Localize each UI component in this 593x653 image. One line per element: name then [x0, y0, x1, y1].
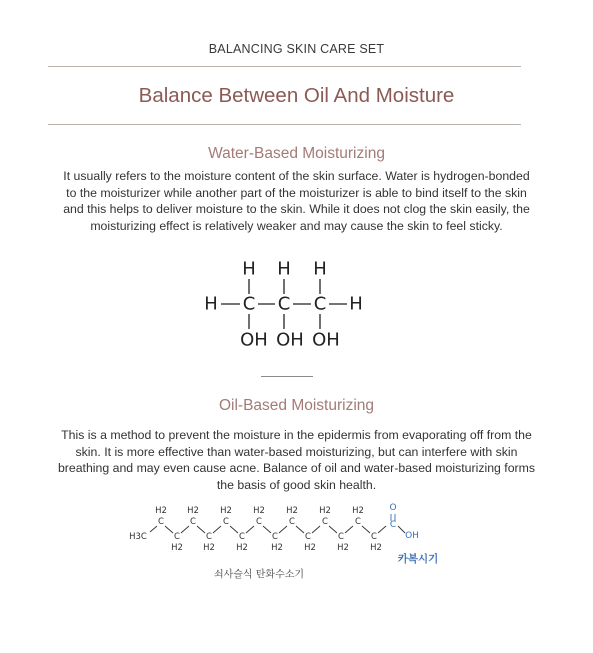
fatty-acid-carbon-lower-5: C [305, 532, 311, 542]
carboxyl-group [389, 503, 438, 565]
fatty-acid-carbon-lower-3: C [239, 532, 245, 542]
fatty-acid-upper-h2-5: H2 [286, 506, 298, 516]
glycerol-right-h: H [349, 293, 363, 315]
water-based-heading: Water-Based Moisturizing [208, 145, 385, 162]
fatty-acid-lower-h2-3: H2 [236, 543, 248, 553]
glycerol-left-h: H [204, 293, 218, 315]
fatty-acid-carbonyl-oxygen: O [389, 503, 397, 513]
oil-based-description: This is a method to prevent the moisture in the epidermis from evaporating off from the skin. It is more effective than water-based moisturizing, but can interfere with skin breathing and may even cause acne. Balance of oil and water-based moisturizing forms the basis of good skin health. [57, 428, 536, 492]
glycerol-top-h-1: H [242, 258, 256, 280]
fatty-acid-carbon-upper-5: C [289, 517, 295, 527]
glycerol-top-h-3: H [313, 258, 327, 280]
fatty-acid-methyl: H3C [129, 532, 147, 542]
fatty-acid-lower-h2-4: H2 [271, 543, 283, 553]
oil-based-heading: Oil-Based Moisturizing [218, 397, 375, 414]
fatty-acid-lower-h2-2: H2 [203, 543, 215, 553]
fatty-acid-carbon-upper-3: C [223, 517, 229, 527]
fatty-acid-lower-h2-7: H2 [370, 543, 382, 553]
fatty-acid-upper-h2-3: H2 [220, 506, 232, 516]
fatty-acid-carbon-upper-6: C [322, 517, 328, 527]
fatty-acid-carbon-lower-2: C [206, 532, 212, 542]
glycerol-hydroxyl-2: OH [276, 329, 304, 351]
fatty-acid-upper-h2-1: H2 [155, 506, 167, 516]
fatty-acid-carbon-upper-2: C [190, 517, 196, 527]
water-based-description: It usually refers to the moisture content of the skin surface. Water is hydrogen-bonded to the moisturizer while another part of the moisturizer is able to bind itself to the skin and this helps to deliver moisture to the skin. While it does not clog the skin easily, the moisturizing effect is relatively weaker and may cause the skin to feel sticky. [63, 169, 530, 233]
glycerol-top-h-2: H [277, 258, 291, 280]
fatty-acid-upper-h2-7: H2 [352, 506, 364, 516]
fatty-acid-lower-h2-6: H2 [337, 543, 349, 553]
fatty-acid-upper-h2-2: H2 [187, 506, 199, 516]
glycerol-carbon-1: C [242, 293, 256, 315]
fatty-acid-carbon-lower-6: C [338, 532, 344, 542]
fatty-acid-carbon-lower-1: C [174, 532, 180, 542]
fatty-acid-lower-h2-5: H2 [304, 543, 316, 553]
glycerol-hydroxyl-3: OH [312, 329, 340, 351]
fatty-acid-lower-h2-1: H2 [171, 543, 183, 553]
fatty-acid-upper-h2-6: H2 [319, 506, 331, 516]
glycerol-hydroxyl-1: OH [240, 329, 268, 351]
fatty-acid-upper-h2-4: H2 [253, 506, 265, 516]
fatty-acid-carbon-lower-4: C [272, 532, 278, 542]
fatty-acid-carbon-upper-7: C [355, 517, 361, 527]
fatty-acid-hydroxyl: OH [405, 531, 419, 541]
fatty-acid-carboxyl-carbon: C [389, 520, 397, 530]
hydrocarbon-chain-caption: 쇠사슬식 탄화수소기 [213, 569, 305, 581]
carboxyl-group-caption: 카복시기 [397, 553, 439, 565]
fatty-acid-carbon-lower-7: C [371, 532, 377, 542]
fatty-acid-carbon-upper-1: C [158, 517, 164, 527]
fatty-acid-carbon-upper-4: C [256, 517, 262, 527]
glycerol-carbon-2: C [277, 293, 291, 315]
brand-header: BALANCING SKIN CARE SET [208, 42, 385, 56]
page-title: Balance Between Oil And Moisture [138, 84, 455, 107]
glycerol-carbon-3: C [313, 293, 327, 315]
